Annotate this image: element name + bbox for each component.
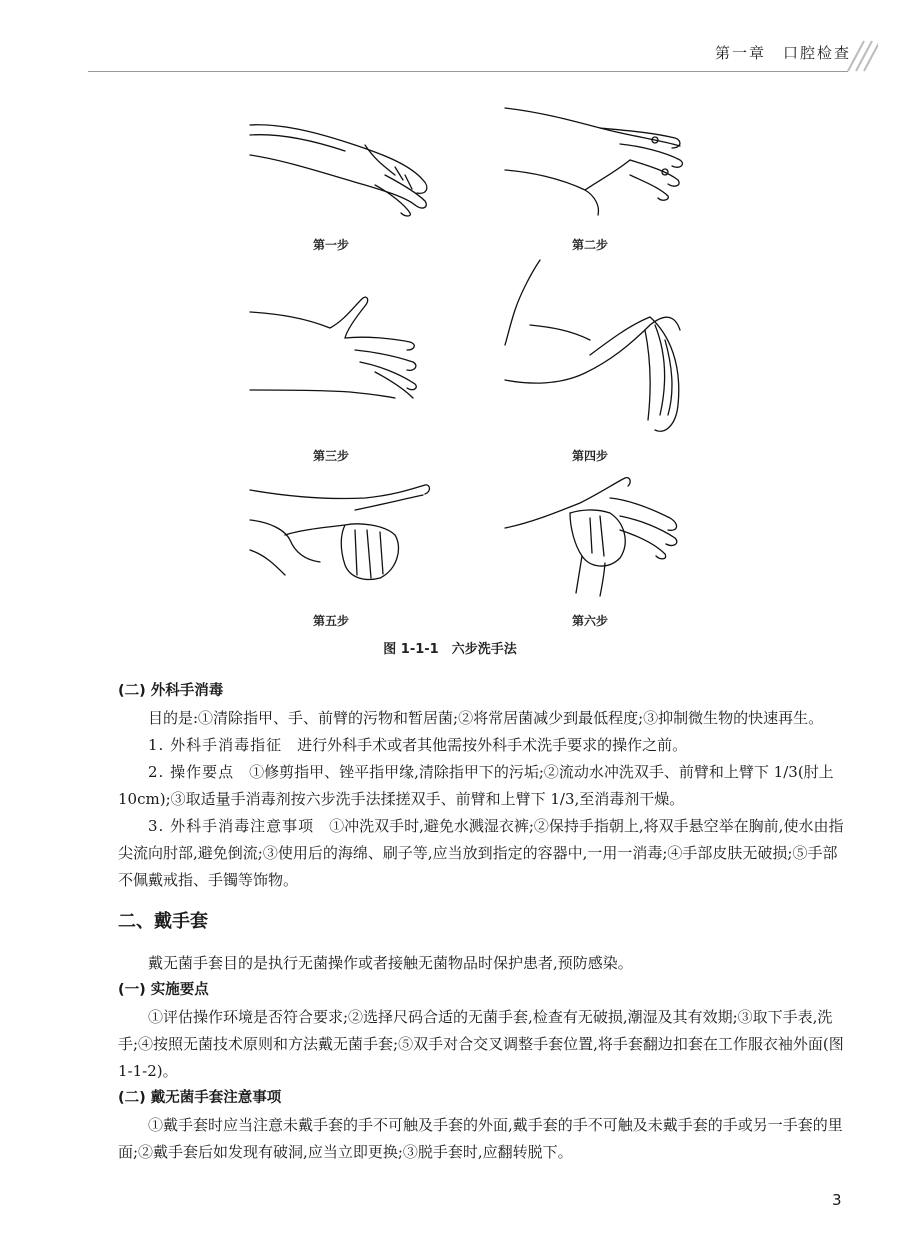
handwash-step5-illustration — [245, 470, 445, 590]
step2-caption: 第二步 — [572, 238, 609, 252]
handwash-step3-illustration — [245, 290, 445, 410]
surgical-indication-paragraph — [118, 732, 844, 759]
gloves-implementation-heading: (一) 实施要点 — [118, 982, 209, 998]
surgical-operation-paragraph — [118, 759, 844, 813]
gloves-intro-paragraph: 戴无菌手套目的是执行无菌操作或者接触无菌物品时保护患者,预防感染。 — [148, 954, 633, 972]
gloves-section-heading: 二、戴手套 — [118, 911, 208, 932]
surgical-disinfection-heading: (二) 外科手消毒 — [118, 683, 224, 699]
page-body-text — [118, 678, 844, 1166]
surgical-operation-label: 2. 操作要点 — [148, 763, 235, 781]
surgical-indication-label: 1. 外科手消毒指征 — [148, 736, 283, 754]
step4-caption: 第四步 — [572, 449, 609, 463]
step6-caption: 第六步 — [572, 614, 609, 628]
surgical-indication-text: 进行外科手术或者其他需按外科手术洗手要求的操作之前。 — [297, 736, 688, 754]
surgical-precautions-label: 3. 外科手消毒注意事项 — [148, 817, 315, 835]
surgical-precautions-text: ①冲洗双手时,避免水溅湿衣裤;②保持手指朝上,将双手悬空举在胸前,使水由指尖流向肘部,避免倒流;③使用后的海绵、刷子等,应当放到指定的容器中,一用一消毒;④手部皮肤无破损;⑤手部不佩戴戒指、手镯等饰物。 — [118, 817, 844, 889]
gloves-precautions-paragraph: ①戴手套时应当注意未戴手套的手不可触及手套的外面,戴手套的手不可触及未戴手套的手或另一手套的里面;②戴手套后如发现有破洞,应当立即更换;③脱手套时,应翻转脱下。 — [118, 1116, 843, 1161]
surgical-operation-text: ①修剪指甲、锉平指甲缘,清除指甲下的污垢;②流动水冲洗双手、前臂和上臂下 1/3(肘上 10cm);③取适量手消毒剂按六步洗手法揉搓双手、前臂和上臂下 1/3,至消毒剂干燥。 — [118, 763, 834, 808]
gloves-precautions-heading: (二) 戴无菌手套注意事项 — [118, 1090, 282, 1106]
figure-title: 图 1-1-1 六步洗手法 — [383, 642, 517, 657]
handwash-step6-illustration — [500, 468, 700, 598]
step5-caption: 第五步 — [313, 614, 350, 628]
handwash-step1-illustration — [245, 105, 445, 225]
handwash-step2-illustration — [500, 100, 700, 225]
handwash-step4-illustration — [500, 255, 700, 440]
page-number: 3 — [832, 1191, 842, 1209]
step3-caption: 第三步 — [313, 449, 350, 463]
surgical-purpose-paragraph: 目的是:①清除指甲、手、前臂的污物和暂居菌;②将常居菌减少到最低程度;③抑制微生物的快速再生。 — [148, 709, 824, 727]
chapter-header-title: 第一章 口腔检查 — [715, 44, 852, 62]
step1-caption: 第一步 — [313, 238, 350, 252]
surgical-precautions-paragraph — [118, 813, 844, 894]
gloves-implementation-paragraph: ①评估操作环境是否符合要求;②选择尺码合适的无菌手套,检查有无破损,潮湿及其有效期;③取下手表,洗手;④按照无菌技术原则和方法戴无菌手套;⑤双手对合交叉调整手套位置,将手套翻边扣套在工作服衣袖外面(图 1-1-2)。 — [118, 1008, 844, 1080]
